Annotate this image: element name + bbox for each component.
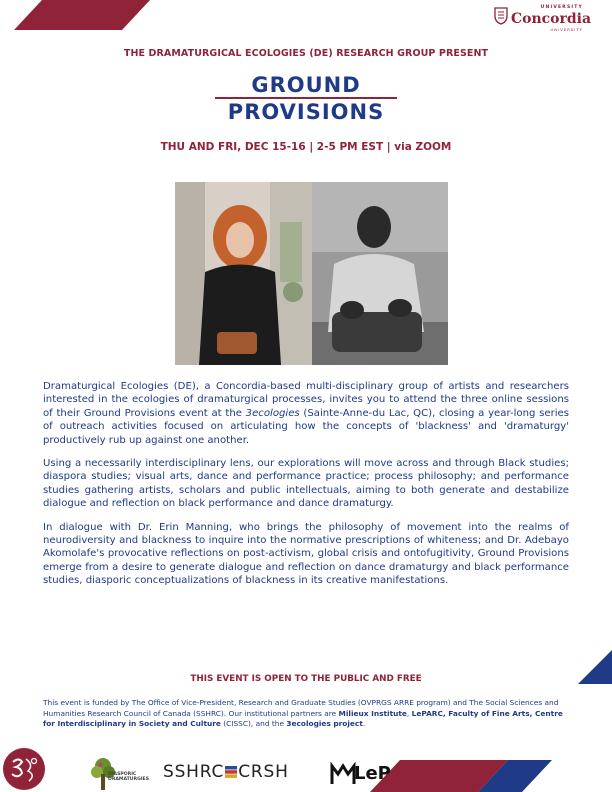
milieux-m-icon	[330, 762, 356, 786]
partner-leparc-fine-arts-cissc: LePARC, Faculty of Fine Arts, Centre for Interdisciplinary in Society and Culture	[43, 708, 563, 728]
presenter-line: THE DRAMATURGICAL ECOLOGIES (DE) RESEARCH GROUP PRESENT	[123, 48, 489, 59]
top-decorative-stripe	[0, 0, 150, 30]
photo-adebayo-akomolafe	[312, 182, 448, 365]
logo-university-label-bottom: UNIVERSITY	[550, 27, 583, 32]
funding-acknowledgement: This event is funded by The Office of Vice-President, Research and Graduate Studies (OVPRGS ARRE program) and The Social Sciences and Humanities Research Council of Canada (SSHRC). Our institutional partners are Milieux Institute, LePARC, Faculty of Fine Arts, Centre for Interdisciplinary in Society and Culture (CISSC), and the 3ecologies project.	[43, 698, 563, 728]
logo-concordia-wordmark: Concordia	[511, 11, 592, 27]
lep-wordmark: LeP	[354, 763, 391, 784]
event-title-line1: GROUND	[251, 73, 361, 97]
diasporic-dramaturgies-wordmark: DIASPORIC DRAMATURGIES	[108, 772, 150, 782]
description-paragraph-2: Using a necessarily interdisciplinary lens, our explorations will move across and through Black studies; diaspora studies; visual arts, dance and performance practice; process philosophy; and performance studies gathering artists, scholars and public intellectuals, aiming to both generate and destabilize dialogue and reflection on black performance and dance dramaturgy.	[43, 458, 569, 510]
event-description	[43, 380, 569, 598]
3ecologies-logo	[2, 747, 46, 791]
public-free-notice: THIS EVENT IS OPEN TO THE PUBLIC AND FREE	[190, 674, 422, 684]
ecologies-emphasis: 3ecologies	[245, 407, 300, 419]
partner-3ecologies: 3ecologies project	[286, 719, 363, 728]
photo-erin-manning	[175, 182, 312, 365]
partner-logos	[90, 756, 390, 792]
lep-logo	[330, 760, 392, 788]
concordia-logo	[494, 5, 592, 32]
title-divider	[215, 97, 397, 99]
sshrc-crsh-logo: SSHRC CRSH	[163, 762, 289, 782]
event-date-time: THU AND FRI, DEC 15-16 | 2-5 PM EST | via ZOOM	[160, 141, 452, 153]
bottom-decorative-stripe	[370, 760, 612, 792]
right-decorative-triangle	[578, 650, 612, 684]
concordia-shield-icon	[494, 7, 508, 25]
description-paragraph-1: Dramaturgical Ecologies (DE), a Concordia-based multi-disciplinary group of artists and researchers interested in the ecologies of dramaturgical processes, invites you to attend the three online sessions of their Ground Provisions event at the 3ecologies (Sainte-Anne-du Lac, QC), closing a year-long series of outreach activities focused on articulating how the concepts of 'blackness' and 'dramaturgy' productively rub up against one another.	[43, 381, 569, 446]
description-paragraph-3: In dialogue with Dr. Erin Manning, who brings the philosophy of movement into the realms of neurodiversity and blackness to inquire into the normative prescriptions of whiteness; and Dr. Adebayo Akomolafe's provocative reflections on post-activism, global crisis and ontofugitivity, Ground Provisions emerge from a desire to generate dialogue and reflection on dance dramaturgy and black performance studies, diasporic conceptualizations of blackness in its creative manifestations.	[43, 521, 569, 587]
sshrc-separator-icon	[225, 766, 237, 778]
logo-university-label: UNIVERSITY	[540, 5, 583, 10]
partner-milieux: Milieux Institute	[338, 708, 407, 718]
diasporic-dramaturgies-logo	[90, 756, 156, 792]
event-title-line2: PROVISIONS	[227, 100, 385, 124]
